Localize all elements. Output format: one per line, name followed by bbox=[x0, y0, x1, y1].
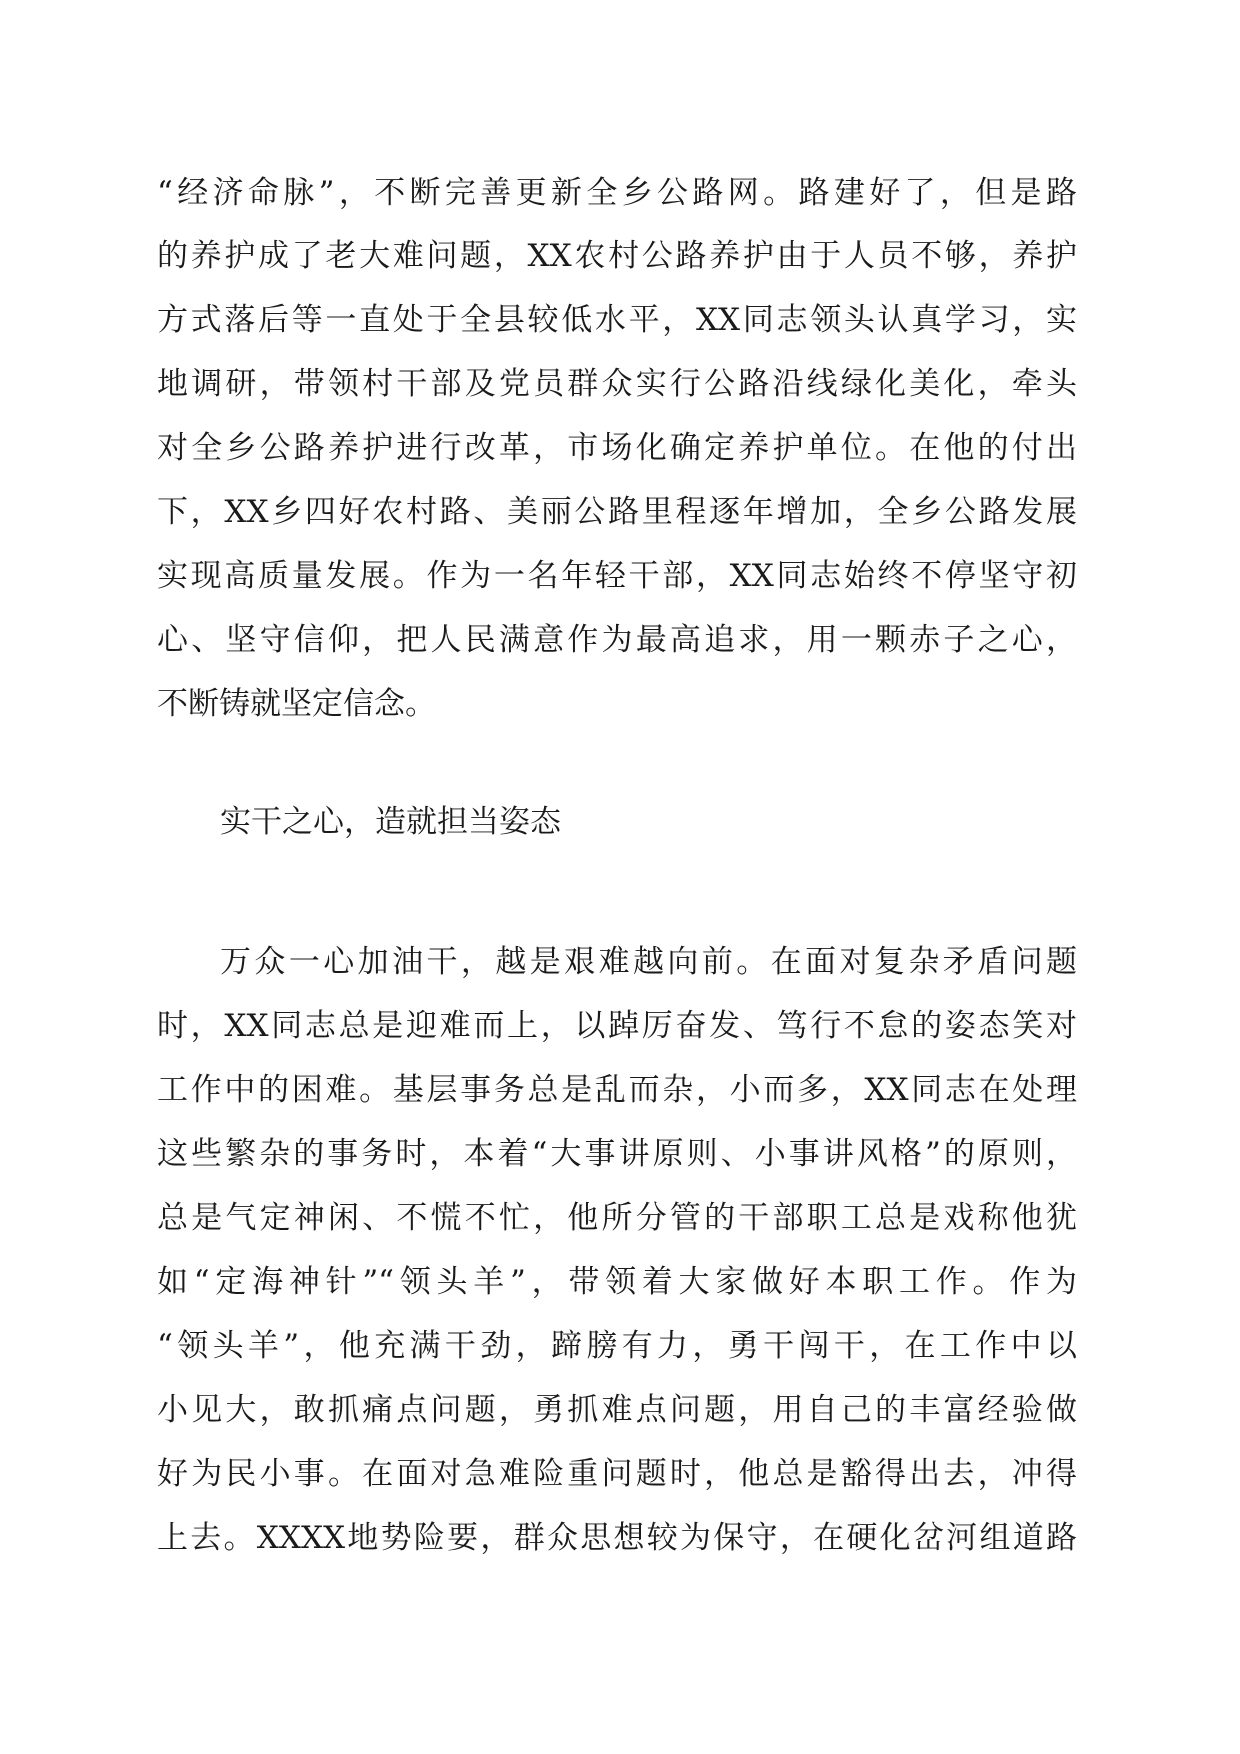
paragraph-line: 总是气定神闲、不慌不忙，他所分管的干部职工总是戏称他犹 bbox=[157, 1200, 1077, 1236]
paragraph-line: 心、坚守信仰，把人民满意作为最高追求，用一颗赤子之心， bbox=[157, 622, 1077, 658]
paragraph-line: 地调研，带领村干部及党员群众实行公路沿线绿化美化，牵头 bbox=[157, 366, 1077, 402]
paragraph-line: 小见大，敢抓痛点问题，勇抓难点问题，用自己的丰富经验做 bbox=[157, 1392, 1077, 1428]
paragraph-line: “领头羊”，他充满干劲，蹄膀有力，勇干闯干，在工作中以 bbox=[157, 1328, 1077, 1364]
paragraph-line: 下，XX乡四好农村路、美丽公路里程逐年增加，全乡公路发展 bbox=[157, 494, 1077, 530]
paragraph-line: 对全乡公路养护进行改革，市场化确定养护单位。在他的付出 bbox=[157, 430, 1077, 466]
paragraph-line: 时，XX同志总是迎难而上，以踔厉奋发、笃行不怠的姿态笑对 bbox=[157, 1008, 1077, 1044]
paragraph-line: 万众一心加油干，越是艰难越向前。在面对复杂矛盾问题 bbox=[220, 944, 1077, 980]
paragraph-line: 方式落后等一直处于全县较低水平，XX同志领头认真学习，实 bbox=[157, 302, 1077, 338]
paragraph-line: 如“定海神针”“领头羊”，带领着大家做好本职工作。作为 bbox=[157, 1264, 1077, 1300]
section-heading: 实干之心，造就担当姿态 bbox=[220, 804, 561, 840]
paragraph-line: 实现高质量发展。作为一名年轻干部，XX同志始终不停坚守初 bbox=[157, 558, 1077, 594]
paragraph-line: 的养护成了老大难问题，XX农村公路养护由于人员不够，养护 bbox=[157, 238, 1077, 274]
paragraph-line: “经济命脉”，不断完善更新全乡公路网。路建好了，但是路 bbox=[157, 175, 1077, 211]
paragraph-line: 这些繁杂的事务时，本着“大事讲原则、小事讲风格”的原则， bbox=[157, 1136, 1077, 1172]
paragraph-line: 不断铸就坚定信念。 bbox=[157, 686, 436, 722]
paragraph-line: 上去。XXXX地势险要，群众思想较为保守，在硬化岔河组道路 bbox=[157, 1520, 1077, 1556]
paragraph-line: 工作中的困难。基层事务总是乱而杂，小而多，XX同志在处理 bbox=[157, 1072, 1077, 1108]
paragraph-line: 好为民小事。在面对急难险重问题时，他总是豁得出去，冲得 bbox=[157, 1456, 1077, 1492]
